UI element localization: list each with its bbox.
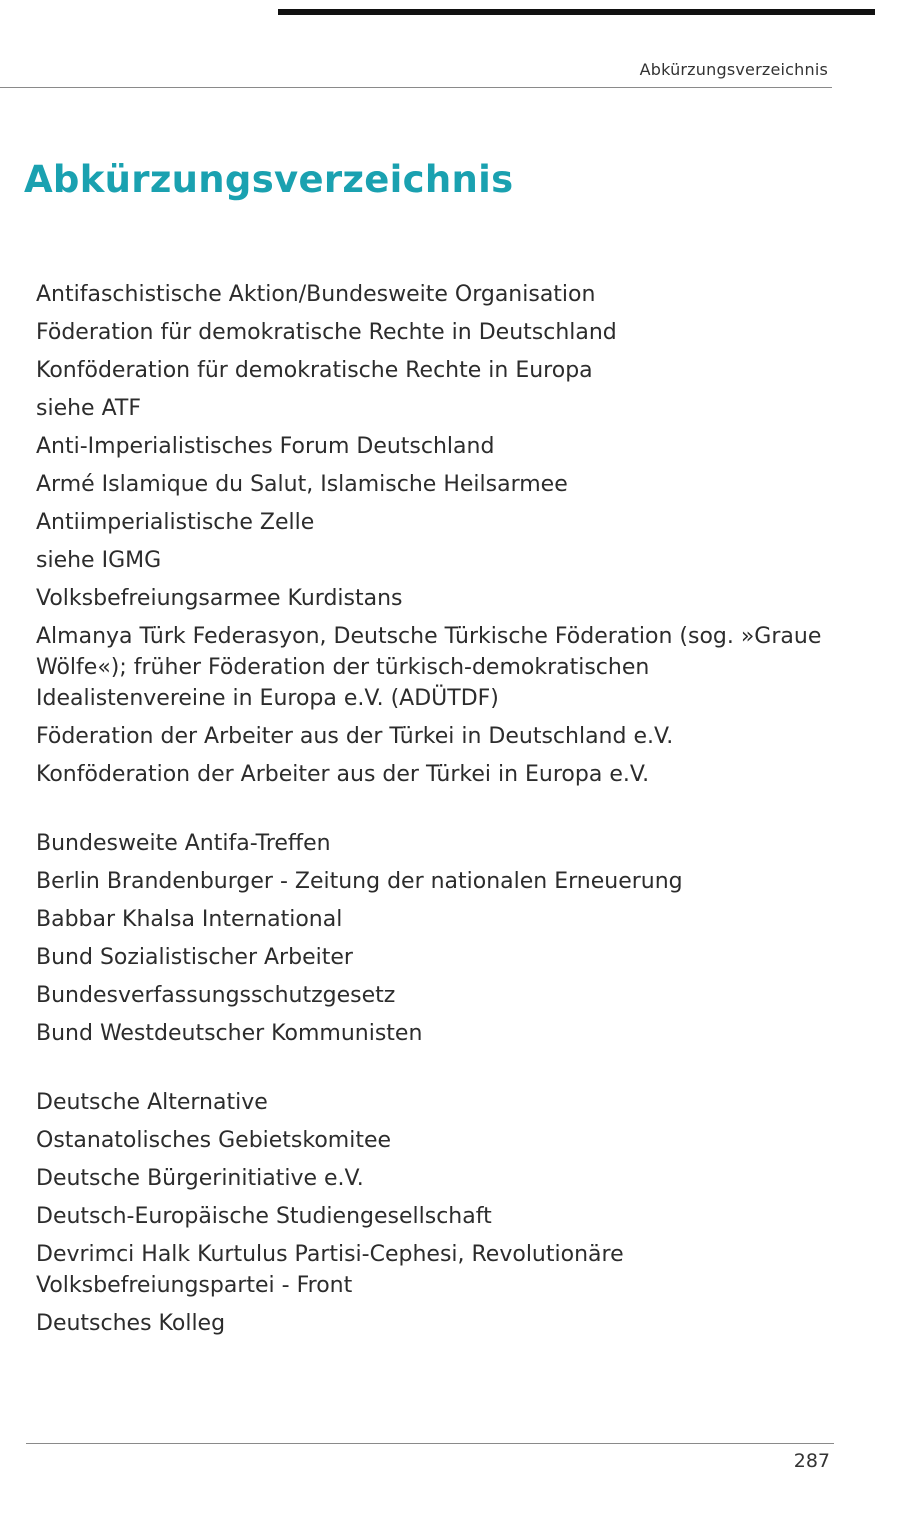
list-item: Deutsch-Europäische Studiengesellschaft <box>36 1204 492 1229</box>
list-item: Konföderation der Arbeiter aus der Türkei in Europa e.V. <box>36 762 650 787</box>
list-item: Volksbefreiungsarmee Kurdistans <box>36 586 403 611</box>
list-item: Bund Westdeutscher Kommunisten <box>36 1021 423 1046</box>
entry-group-b <box>36 828 836 1049</box>
list-item: Ostanatolisches Gebietskomitee <box>36 1128 392 1153</box>
list-item: Almanya Türk Federasyon, Deutsche Türkische Föderation (sog. »Graue Wölfe«); früher Föderation der türkisch-demokratischen Idealistenvereine in Europa e.V. (ADÜTDF) <box>36 624 822 711</box>
list-item: Berlin Brandenburger - Zeitung der nationalen Erneuerung <box>36 869 683 894</box>
list-item: Babbar Khalsa International <box>36 907 343 932</box>
list-item: Deutsche Bürgerinitiative e.V. <box>36 1166 364 1191</box>
list-item: Deutsches Kolleg <box>36 1311 226 1336</box>
list-item: Bundesverfassungsschutzgesetz <box>36 983 396 1008</box>
list-item: siehe ATF <box>36 396 142 421</box>
top-decorative-bar <box>278 9 875 15</box>
list-item: Bundesweite Antifa-Treffen <box>36 831 331 856</box>
abbreviation-list <box>36 279 836 1346</box>
header-rule <box>0 87 832 88</box>
list-item: Föderation der Arbeiter aus der Türkei in Deutschland e.V. <box>36 724 674 749</box>
footer-rule <box>26 1443 834 1444</box>
list-item: siehe IGMG <box>36 548 162 573</box>
list-item: Bund Sozialistischer Arbeiter <box>36 945 353 970</box>
entry-group-d <box>36 1087 836 1339</box>
list-item: Antifaschistische Aktion/Bundesweite Organisation <box>36 282 596 307</box>
entry-group-a <box>36 279 836 790</box>
list-item: Föderation für demokratische Rechte in Deutschland <box>36 320 617 345</box>
list-item: Anti-Imperialistisches Forum Deutschland <box>36 434 495 459</box>
page-number: 287 <box>793 1450 830 1472</box>
list-item: Armé Islamique du Salut, Islamische Heilsarmee <box>36 472 568 497</box>
list-item: Deutsche Alternative <box>36 1090 268 1115</box>
page-title: Abkürzungsverzeichnis <box>24 158 514 201</box>
list-item: Devrimci Halk Kurtulus Partisi-Cephesi, Revolutionäre Volksbefreiungspartei - Front <box>36 1242 624 1298</box>
list-item: Antiimperialistische Zelle <box>36 510 315 535</box>
running-head: Abkürzungsverzeichnis <box>639 60 828 79</box>
list-item: Konföderation für demokratische Rechte in Europa <box>36 358 593 383</box>
